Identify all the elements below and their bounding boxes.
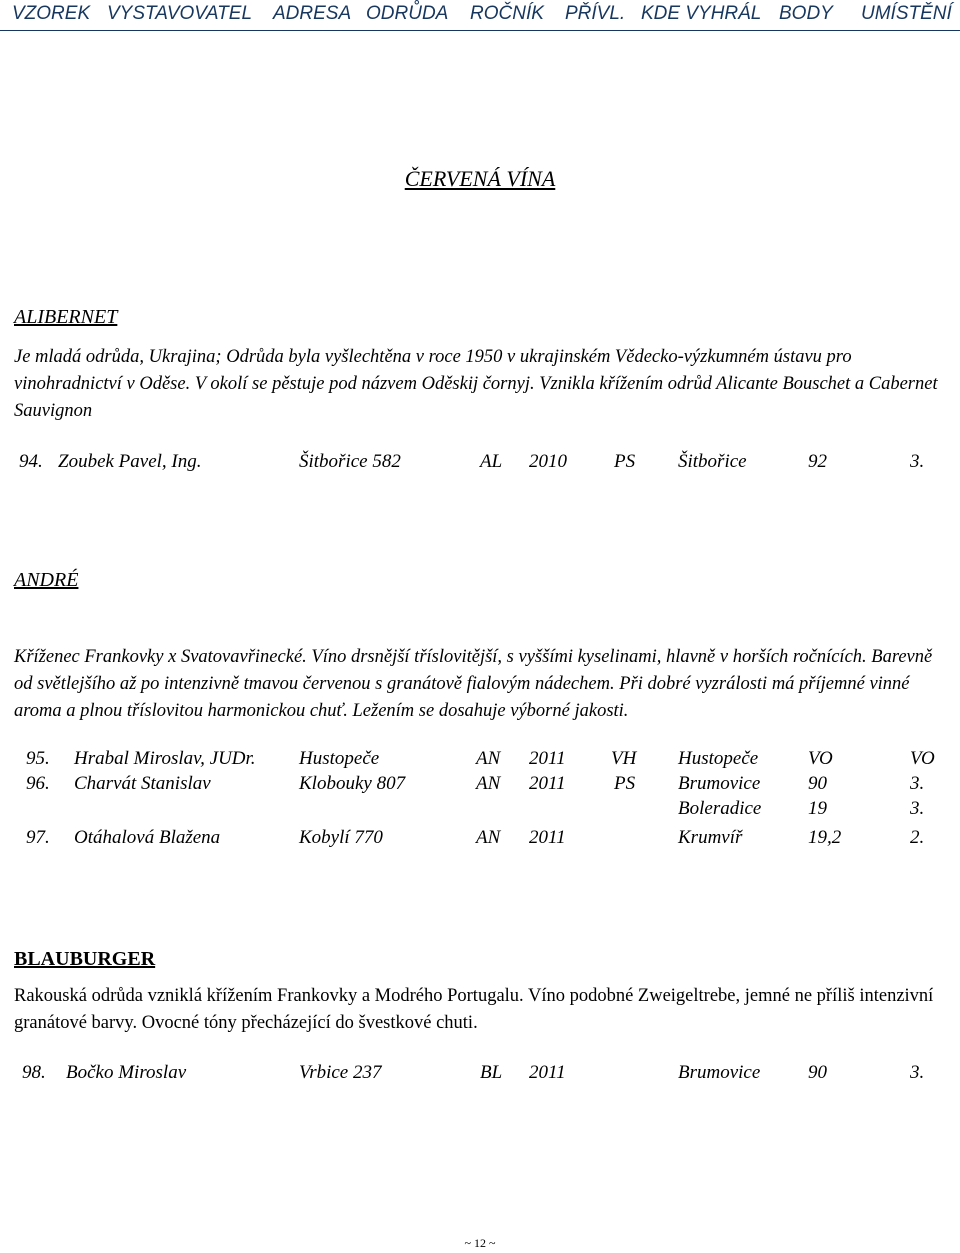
entry-variety: AN (476, 748, 501, 769)
entry-address: Kobylí 770 (299, 827, 383, 848)
entry-exhibitor: Bočko Miroslav (66, 1062, 187, 1083)
entry-rank: 3. (910, 451, 925, 472)
entry-attribute: VH (611, 748, 637, 769)
entry-address: Klobouky 807 (299, 773, 406, 794)
entry-exhibitor: Charvát Stanislav (74, 773, 211, 794)
table-row (0, 1062, 960, 1088)
header-col-vintage: ROČNÍK (470, 3, 544, 24)
entry-attribute: PS (614, 451, 636, 472)
header-col-sample: VZOREK (12, 3, 91, 24)
variety-title-alibernet: ALIBERNET (14, 306, 118, 328)
header-col-attribute: PŘÍVL. (565, 3, 626, 24)
entry-where-won: Boleradice (678, 798, 762, 819)
entry-rank: 3. (910, 1062, 925, 1083)
entry-rank: 3. (910, 798, 925, 819)
entry-where-won: Krumvíř (678, 827, 743, 848)
entry-points: 90 (808, 773, 827, 794)
entry-vintage: 2011 (529, 1062, 566, 1083)
entry-rank: VO (910, 748, 935, 769)
entry-vintage: 2011 (529, 773, 566, 794)
entry-points: VO (808, 748, 833, 769)
table-row (0, 748, 960, 774)
entry-where-won: Brumovice (678, 773, 761, 794)
entry-exhibitor: Zoubek Pavel, Ing. (58, 451, 202, 472)
entry-sample: 98. (22, 1062, 46, 1083)
variety-description-alibernet: Je mladá odrůda, Ukrajina; Odrůda byla vyšlechtěna v roce 1950 v ukrajinském Vědecko-výzkumném ústavu pro vinohradnictví v Oděse. V okolí se pěstuje pod názvem Oděskij čornyj. Vznikla křížením odrůd Alicante Bouschet a Cabernet Sauvignon (14, 347, 938, 421)
entry-address: Šitbořice 582 (299, 451, 401, 472)
entry-where-won: Šitbořice (678, 451, 747, 472)
variety-title-blauburger: BLAUBURGER (14, 948, 156, 970)
entry-exhibitor: Otáhalová Blažena (74, 827, 221, 848)
entry-attribute: PS (614, 773, 636, 794)
entry-where-won: Hustopeče (678, 748, 759, 769)
entry-rank: 3. (910, 773, 925, 794)
variety-description-andre: Kříženec Frankovky x Svatovavřinecké. Víno drsnější tříslovitější, s vyššími kyselinami, hlavně v horších ročnících. Barevně od světlejšího až po intenzivně tmavou červenou s granátově fialovým nádechem. Při dobré vyzrálosti má příjemné vinné aroma a plnou tříslovitou harmonickou chuť. Ležením se dosahuje výborné jakosti. (14, 647, 933, 721)
entry-points: 19 (808, 798, 827, 819)
variety-title-andre: ANDRÉ (14, 569, 79, 591)
header-col-variety: ODRŮDA (366, 3, 449, 24)
table-row (0, 798, 960, 824)
entry-points: 19,2 (808, 827, 842, 848)
page-number: ~ 12 ~ (464, 1236, 496, 1250)
entry-variety: AN (476, 773, 501, 794)
column-header (0, 0, 960, 31)
entry-variety: AL (480, 451, 503, 472)
entry-vintage: 2010 (529, 451, 567, 472)
variety-description-blauburger: Rakouská odrůda vzniklá křížením Frankovky a Modrého Portugalu. Víno podobné Zweigeltrebe, jemné ne příliš intenzivní granátové barvy. Ovocné tóny přecházející do švestkové chuti. (14, 986, 934, 1033)
header-col-rank: UMÍSTĚNÍ (861, 3, 952, 24)
entry-vintage: 2011 (529, 748, 566, 769)
entry-sample: 95. (26, 748, 50, 769)
header-col-address: ADRESA (273, 3, 352, 24)
entry-variety: BL (480, 1062, 503, 1083)
entry-points: 90 (808, 1062, 827, 1083)
table-row (0, 451, 960, 477)
entry-sample: 94. (19, 451, 43, 472)
header-col-exhibitor: VYSTAVOVATEL (107, 3, 253, 24)
table-row (0, 827, 960, 853)
table-row (0, 773, 960, 799)
entry-where-won: Brumovice (678, 1062, 761, 1083)
header-col-points: BODY (779, 3, 833, 24)
entry-exhibitor: Hrabal Miroslav, JUDr. (74, 748, 256, 769)
header-col-where-won: KDE VYHRÁL (641, 3, 762, 24)
entry-address: Vrbice 237 (299, 1062, 382, 1083)
entry-points: 92 (808, 451, 827, 472)
entry-variety: AN (476, 827, 501, 848)
entry-address: Hustopeče (299, 748, 380, 769)
section-title: ČERVENÁ VÍNA (404, 166, 556, 191)
entry-rank: 2. (910, 827, 925, 848)
entry-sample: 97. (26, 827, 50, 848)
entry-sample: 96. (26, 773, 50, 794)
entry-vintage: 2011 (529, 827, 566, 848)
